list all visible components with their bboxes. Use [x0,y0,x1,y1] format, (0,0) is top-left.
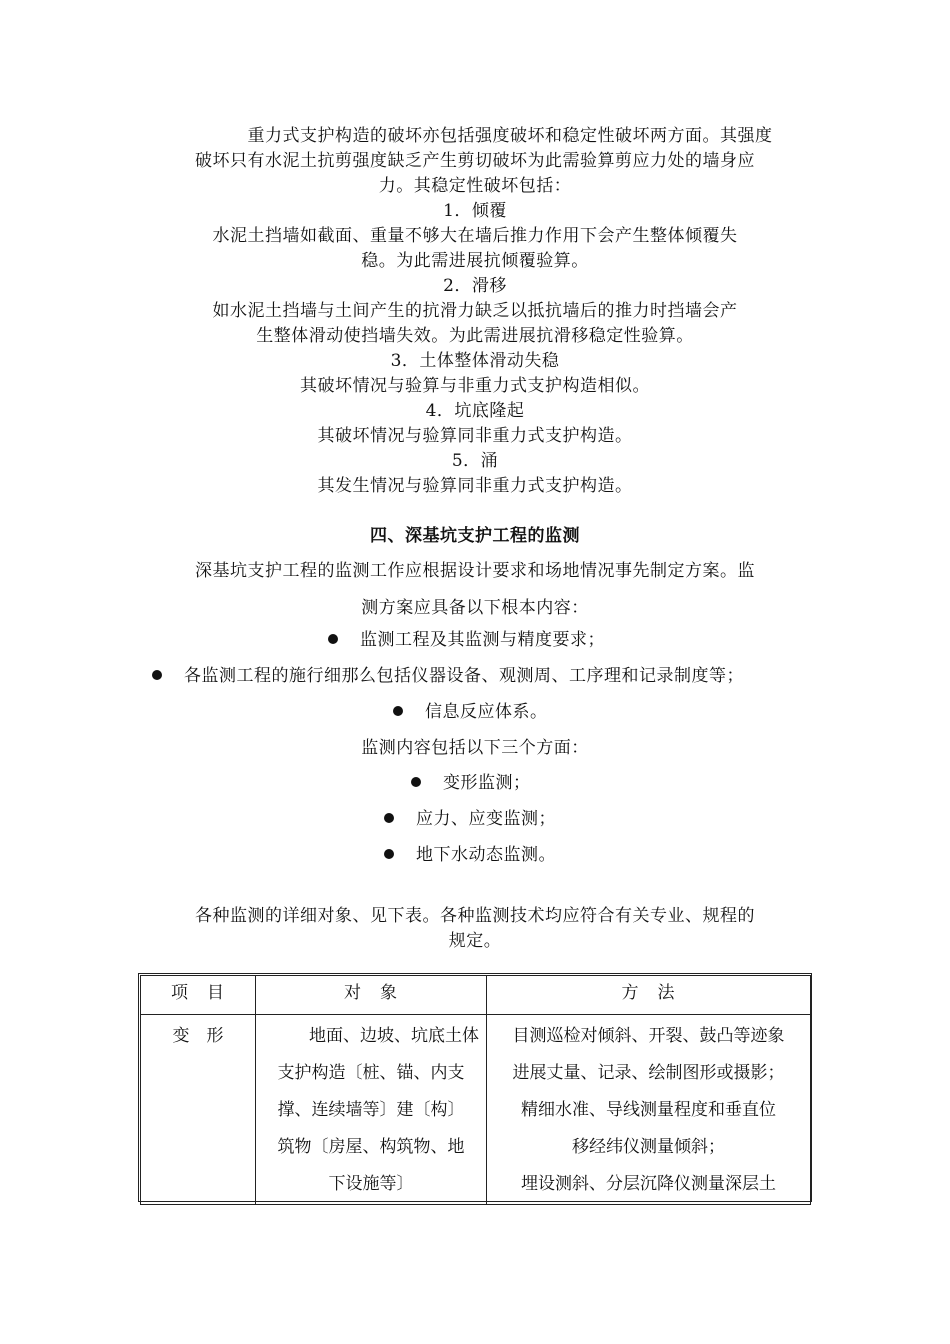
item-title: 4．坑底隆起 [425,401,525,421]
object-line: 撑、连续墙等〕建〔构〕 [277,1100,465,1120]
bullet-icon [328,634,338,644]
object-line: 筑物〔房屋、构筑物、地 [277,1137,465,1157]
list-item-text: 各监测工程的施行细那么包括仪器设备、观测周、工序理和记录制度等； [184,666,744,686]
table-header-row [141,976,811,1015]
method-line: 埋设测斜、分层沉降仪测量深层土 [521,1174,776,1194]
section-heading: 四、深基坑支护工程的监测 [370,526,580,546]
list-item-text: 变形监测； [443,773,531,793]
list-item-text: 监测工程及其监测与精度要求； [360,630,605,650]
object-line: 支护构造〔桩、锚、内支 [277,1063,465,1083]
paragraph-line: 生整体滑动使挡墙失效。为此需进展抗滑移稳定性验算。 [256,326,694,346]
item-label: 变 形 [172,1026,224,1046]
list-item-text: 应力、应变监测； [416,809,556,829]
column-header-method: 方 法 [487,976,811,1015]
paragraph-line: 其破坏情况与验算同非重力式支护构造。 [317,426,633,446]
object-line: 下设施等〕 [328,1174,414,1194]
item-title: 1．倾覆 [443,201,507,221]
method-line: 目测巡检对倾斜、开裂、鼓凸等迹象 [512,1026,785,1046]
list-item [384,807,556,831]
paragraph-line: 破坏只有水泥土抗剪强度缺乏产生剪切破坏为此需验算剪应力处的墙身应 [195,151,755,171]
table-cell-item [141,1015,256,1205]
bullet-icon [393,706,403,716]
paragraph-line: 如水泥土挡墙与土间产生的抗滑力缺乏以抵抗墙后的推力时挡墙会产 [212,301,738,321]
list-item [393,700,548,724]
method-line: 移经纬仪测量倾斜； [572,1137,725,1157]
list-item [152,664,744,688]
item-title: 3．土体整体滑动失稳 [390,351,560,371]
list-item-text: 信息反应体系。 [425,702,548,722]
table-cell-object [256,1015,487,1205]
bullet-icon [384,849,394,859]
item-title: 2．滑移 [443,276,507,296]
paragraph-line: 重力式支护构造的破坏亦包括强度破坏和稳定性破坏两方面。其强度 [247,126,773,146]
paragraph-line: 各种监测的详细对象、见下表。各种监测技术均应符合有关专业、规程的 [195,906,755,926]
paragraph-line: 深基坑支护工程的监测工作应根据设计要求和场地情况事先制定方案。监 [195,561,755,581]
paragraph-line: 水泥土挡墙如截面、重量不够大在墙后推力作用下会产生整体倾覆失 [212,226,738,246]
bullet-icon [411,777,421,787]
monitoring-table [140,975,811,1205]
column-header-object: 对 象 [256,976,487,1015]
paragraph-line: 监测内容包括以下三个方面： [361,738,589,758]
table-cell-method [487,1015,811,1205]
table-row [141,1015,811,1205]
paragraph-line: 其发生情况与验算同非重力式支护构造。 [317,476,633,496]
bullet-icon [152,670,162,680]
method-line: 精细水准、导线测量程度和垂直位 [521,1100,776,1120]
object-line: 地面、边坡、坑底土体 [309,1026,479,1046]
column-header-item: 项 目 [141,976,256,1015]
bullet-icon [384,813,394,823]
paragraph-line: 力。其稳定性破坏包括： [378,176,572,196]
method-line: 进展丈量、记录、绘制图形或摄影； [512,1063,785,1083]
list-item [411,771,531,795]
list-item [384,843,556,867]
paragraph-line: 测方案应具备以下根本内容： [361,598,589,618]
item-title: 5．涌 [451,451,499,471]
paragraph-line: 其破坏情况与验算与非重力式支护构造相似。 [300,376,650,396]
list-item [328,628,605,652]
paragraph-line: 规定。 [448,931,502,951]
list-item-text: 地下水动态监测。 [416,845,556,865]
paragraph-line: 稳。为此需进展抗倾覆验算。 [361,251,589,271]
